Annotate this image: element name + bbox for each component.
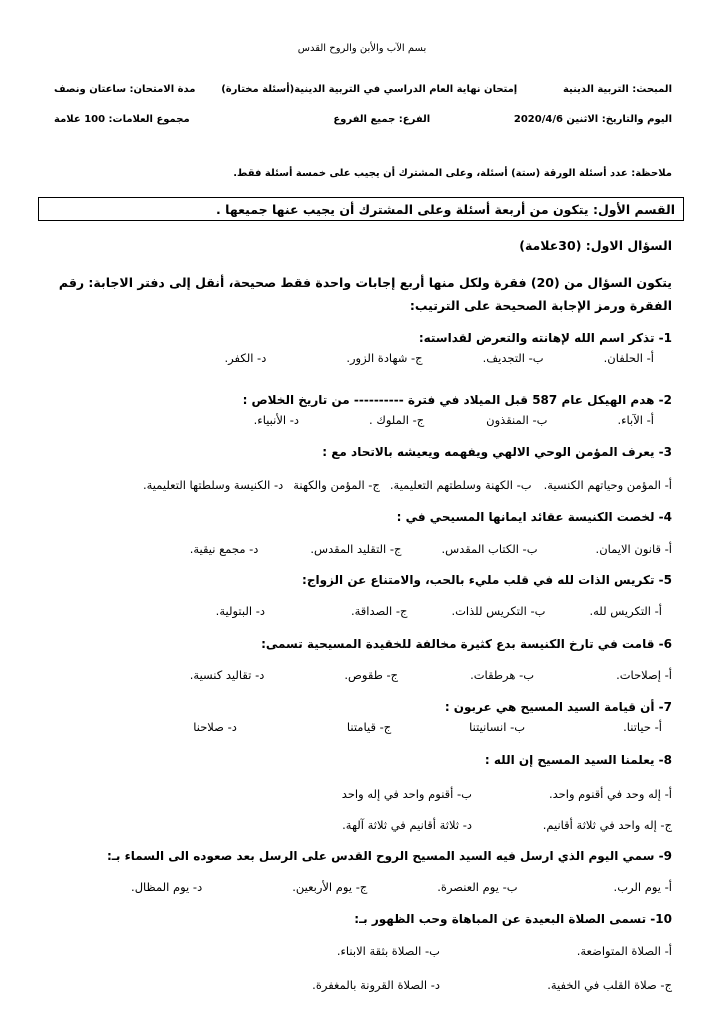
item-10-option-b: ب- الصلاة بثقة الابناء.	[336, 944, 440, 958]
item-5-options	[40, 604, 672, 618]
item-10-options-row-1	[40, 944, 672, 958]
item-3-option-d: د- الكنيسة وسلطتها التعليمية.	[142, 478, 284, 492]
item-10-options-row-2	[40, 978, 672, 992]
item-5-option-a: أ- التكريس لله.	[589, 604, 662, 618]
item-1-question: 1- تذكر اسم الله لإهانته والتعرض لقداسته:	[418, 331, 672, 345]
item-1-option-c: ج- شهادة الزور.	[346, 351, 423, 365]
item-6-question: 6- قامت في تارخ الكنيسة بدع كثيرة مخالفة للخقيدة المسيحية تسمى:	[261, 637, 672, 651]
item-4-question: 4- لخصت الكنيسة عقائد ايمانها المسيحي في :	[396, 510, 672, 524]
item-4-option-b: ب- الكتاب المقدس.	[441, 542, 538, 556]
total-marks: مجموع العلامات: 100 علامة	[54, 114, 190, 125]
item-8-options-row-2	[40, 818, 672, 832]
item-3-option-b: ب- الكهنة وسلطتهم التعليمية.	[389, 478, 532, 492]
exam-date: اليوم والتاريخ: الاثنين 2020/4/6	[513, 114, 672, 125]
item-4-options	[40, 542, 672, 556]
item-8-option-c: ج- إله واحد في ثلاثة أقانيم.	[542, 818, 672, 832]
item-7-option-c: ج- قيامتنا	[346, 720, 392, 734]
item-2-option-c: ج- الملوك .	[369, 413, 425, 427]
item-7-option-b: ب- انسانيتنا	[469, 720, 526, 734]
item-2-question: 2- هدم الهيكل عام 587 قبل الميلاد في فترة ---------- من تاريخ الخلاص :	[242, 393, 672, 407]
item-2-option-d: د- الأنبياء.	[253, 413, 300, 427]
item-3-option-a: أ- المؤمن وحياتهم الكنسية.	[543, 478, 672, 492]
item-1-option-d: د- الكفر.	[224, 351, 267, 365]
item-5-option-c: ج- الصداقة.	[350, 604, 408, 618]
item-4-option-c: ج- التقليد المقدس.	[310, 542, 402, 556]
item-1-option-b: ب- التجديف.	[482, 351, 544, 365]
question-one-title: السؤال الاول: (30علامة)	[519, 238, 672, 253]
document-title: بسم الآب والأبن والروح القدس	[297, 43, 427, 54]
item-4-option-d: د- مجمع نيقية.	[189, 542, 259, 556]
item-6-options	[40, 668, 672, 682]
item-8-options-row-1	[40, 787, 672, 801]
item-5-option-d: د- البتولية.	[215, 604, 265, 618]
item-7-option-d: د- صلاحنا	[193, 720, 237, 734]
item-3-question: 3- يعرف المؤمن الوحي الالهي ويفهمه ويعيشه بالاتحاد مع :	[322, 445, 672, 459]
item-3-option-c: ج- المؤمن والكهنة	[293, 478, 380, 492]
item-7-options	[40, 720, 672, 734]
item-2-option-b: ب- المنقذون	[486, 413, 548, 427]
item-10-option-d: د- الصلاة القرونة بالمغفرة.	[312, 978, 440, 992]
item-8-option-a: أ- إله وحد في أقنوم واحد.	[548, 787, 672, 801]
item-10-option-c: ج- صلاة القلب في الخفية.	[547, 978, 672, 992]
item-2-option-a: أ- الآباء.	[617, 413, 654, 427]
item-10-option-a: أ- الصلاة المتواضعة.	[576, 944, 672, 958]
item-6-option-b: ب- هرطقات.	[470, 668, 535, 682]
item-9-question: 9- سمي اليوم الذي ارسل فيه السيد المسيح الروح القدس على الرسل بعد صعوده الى السماء بـ:	[107, 849, 672, 863]
exam-duration: مدة الامتحان: ساعتان ونصف	[54, 84, 196, 95]
item-10-question: 10- تسمى الصلاة البعيدة عن المباهاة وحب الظهور بـ:	[354, 912, 672, 926]
item-1-option-a: أ- الحلفان.	[603, 351, 654, 365]
item-1-options	[40, 351, 672, 365]
item-8-option-d: د- ثلاثة أقانيم في ثلاثة آلهة.	[342, 818, 472, 832]
item-8-option-b: ب- أقنوم واحد في إله واحد	[341, 787, 472, 801]
item-7-question: 7- أن قيامة السيد المسيح هي عربون :	[444, 700, 672, 714]
item-4-option-a: أ- قانون الايمان.	[595, 542, 672, 556]
item-8-question: 8- يعلمنا السيد المسيح إن الله :	[484, 753, 672, 767]
exam-name: إمتحان نهاية العام الدراسي في التربية الدينية(أسئلة مختارة)	[221, 84, 518, 95]
item-9-option-a: أ- يوم الرب.	[613, 880, 672, 894]
question-one-intro: يتكون السؤال من (20) فقرة ولكل منها أربع إجابات واحدة فقط صحيحة، أنقل إلى دفتر الاجابة: رقم الفقرة ورمز الإجابة الصحيحة على الترتيب:	[58, 275, 672, 313]
item-6-option-a: أ- إصلاحات.	[616, 668, 672, 682]
header-row-2	[54, 114, 672, 125]
item-9-option-b: ب- يوم العنصرة.	[437, 880, 518, 894]
item-9-option-c: ج- يوم الأربعين.	[292, 880, 368, 894]
exam-branch: الفرع: جميع الفروع	[333, 114, 431, 125]
header-row-1	[54, 84, 672, 95]
item-5-question: 5- تكريس الذات لله في قلب مليء بالحب، والامتناع عن الزواج:	[302, 573, 672, 587]
section-one-box	[38, 197, 684, 221]
item-6-option-d: د- تقاليد كنسية.	[189, 668, 265, 682]
item-7-option-a: أ- حياتنا.	[623, 720, 662, 734]
subject-label: المبحث: التربية الدينية	[562, 84, 672, 95]
item-9-options	[40, 880, 672, 894]
item-3-options	[40, 478, 672, 492]
section-one-text: القسم الأول: يتكون من أربعة أسئلة وعلى المشترك أن يجيب عنها جميعها .	[216, 201, 675, 217]
item-9-option-d: د- يوم المظال.	[131, 880, 203, 894]
exam-note: ملاحظة: عدد أسئلة الورقة (ستة) أسئلة، وعلى المشترك أن يجيب على خمسة أسئلة فقط.	[233, 168, 672, 179]
item-5-option-b: ب- التكريس للذات.	[451, 604, 546, 618]
item-6-option-c: ج- طقوص.	[344, 668, 399, 682]
item-2-options	[40, 413, 672, 427]
